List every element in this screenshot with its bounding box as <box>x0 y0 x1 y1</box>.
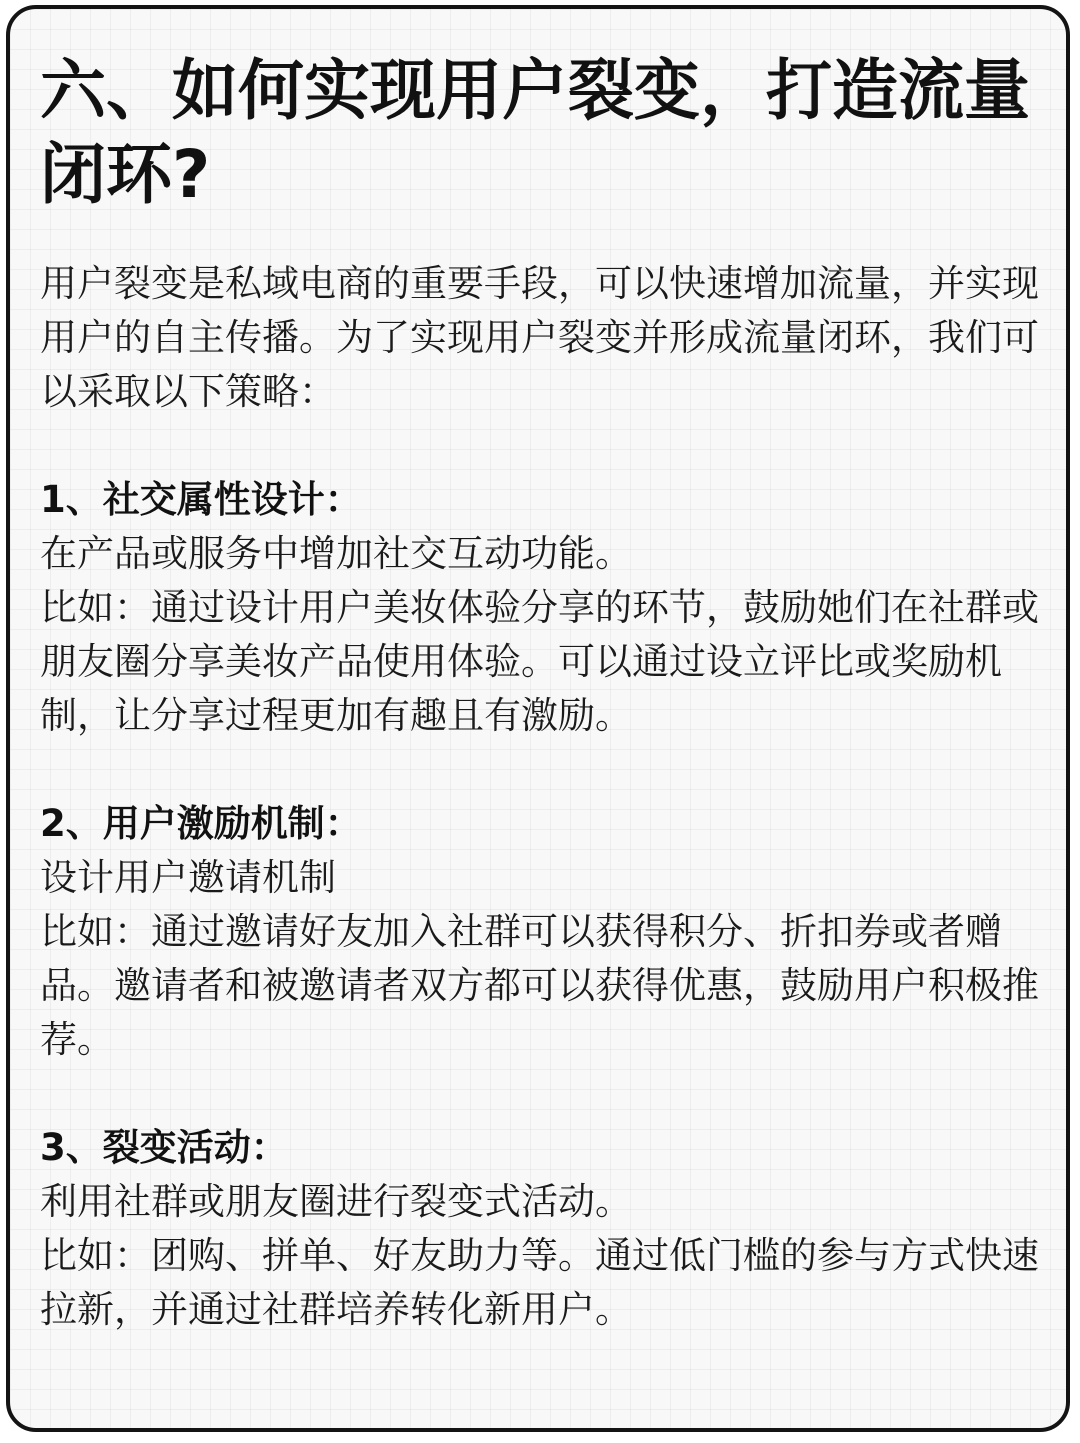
section-summary: 利用社群或朋友圈进行裂变式活动。 <box>40 1180 632 1223</box>
intro-paragraph: 用户裂变是私域电商的重要手段，可以快速增加流量，并实现用户的自主传播。为了实现用户裂变并形成流量闭环，我们可以采取以下策略： <box>40 262 1039 413</box>
section-example: 比如：团购、拼单、好友助力等。通过低门槛的参与方式快速拉新，并通过社群培养转化新用户。 <box>40 1234 1039 1331</box>
section-heading: 1、社交属性设计： <box>40 478 362 521</box>
content-card <box>6 5 1070 1432</box>
section-example: 比如：通过设计用户美妆体验分享的环节，鼓励她们在社群或朋友圈分享美妆产品使用体验。可以通过设立评比或奖励机制，让分享过程更加有趣且有激励。 <box>40 586 1039 737</box>
spacer <box>40 1067 1050 1121</box>
section-1 <box>40 473 1050 743</box>
section-example: 比如：通过邀请好友加入社群可以获得积分、折扣券或者赠品。邀请者和被邀请者双方都可以获得优惠，鼓励用户积极推荐。 <box>40 910 1039 1061</box>
page-title: 六、如何实现用户裂变，打造流量闭环? <box>40 52 1030 213</box>
section-2 <box>40 797 1050 1067</box>
section-3 <box>40 1121 1050 1337</box>
section-summary: 在产品或服务中增加社交互动功能。 <box>40 532 632 575</box>
section-heading: 2、用户激励机制： <box>40 802 362 845</box>
section-heading: 3、裂变活动： <box>40 1126 288 1169</box>
article-body <box>40 257 1050 1337</box>
spacer <box>40 743 1050 797</box>
spacer <box>40 419 1050 473</box>
section-summary: 设计用户邀请机制 <box>40 856 336 899</box>
